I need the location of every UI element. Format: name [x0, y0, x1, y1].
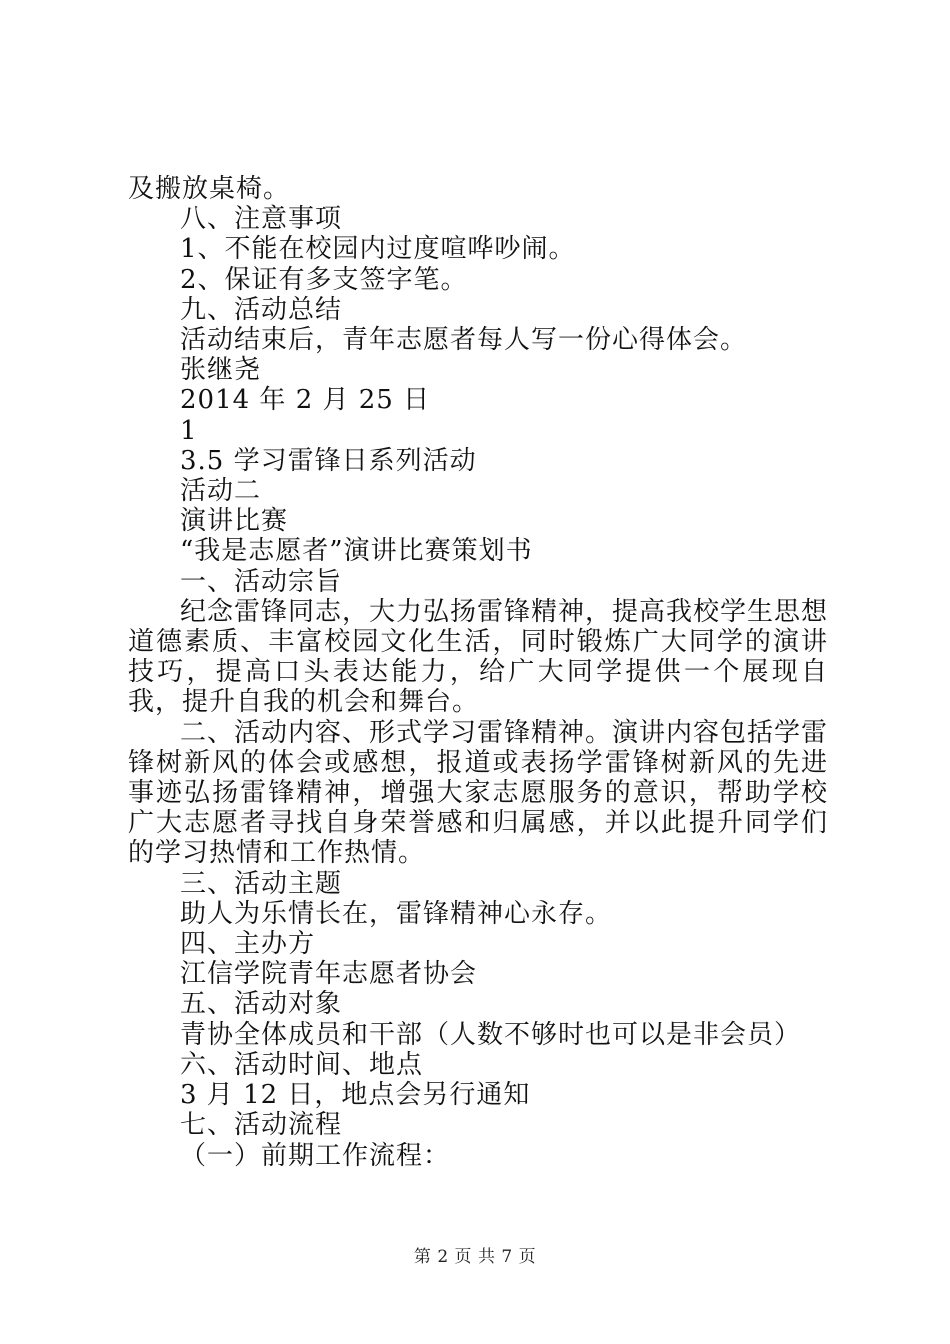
page-marker: 1 — [180, 415, 198, 446]
subsection-heading: （一）前期工作流程： — [180, 1140, 451, 1171]
section-heading: 三、活动主题 — [180, 868, 343, 899]
section-heading: 四、主办方 — [180, 929, 316, 960]
series-title: 3.5 学习雷锋日系列活动 — [180, 445, 477, 476]
list-item: 2、保证有多支签字笔。 — [180, 264, 468, 295]
section-heading: 六、活动时间、地点 — [180, 1049, 424, 1080]
text-line: 活动结束后，青年志愿者每人写一份心得体会。 — [180, 325, 748, 356]
date-line: 2014 年 2 月 25 日 — [180, 385, 431, 416]
section-heading: 七、活动流程 — [180, 1110, 343, 1141]
paragraph-content: 二、活动内容、形式学习雷锋精神。演讲内容包括学雷锋树新风的体会或感想，报道或表扬学雷锋树新风的先进事迹弘扬雷锋精神，增强大家志愿服务的意识，帮助学校广大志愿者寻找自身荣誉感和归属感，并以此提升同学们的学习热情和工作热情。 — [128, 717, 829, 869]
text-line: 助人为乐情长在，雷锋精神心永存。 — [180, 898, 613, 929]
text-line: 江信学院青年志愿者协会 — [180, 959, 478, 990]
document-body — [128, 174, 828, 1171]
activity-name: 演讲比赛 — [180, 506, 289, 537]
page-footer: 第 2 页 共 7 页 — [413, 1247, 537, 1267]
section-heading: 五、活动对象 — [180, 989, 343, 1020]
text-line: 青协全体成员和干部（人数不够时也可以是非会员） — [180, 1019, 802, 1050]
section-heading: 一、活动宗旨 — [180, 566, 343, 597]
activity-label: 活动二 — [180, 476, 262, 507]
text-line: 及搬放桌椅。 — [128, 174, 291, 204]
author-name: 张继尧 — [180, 355, 262, 386]
section-heading: 八、注意事项 — [180, 204, 343, 235]
section-heading: 九、活动总结 — [180, 294, 343, 325]
text-line: 3 月 12 日，地点会另行通知 — [180, 1080, 531, 1111]
list-item: 1、不能在校园内过度喧哗吵闹。 — [180, 234, 576, 265]
document-title: “我是志愿者”演讲比赛策划书 — [180, 536, 533, 567]
paragraph-purpose: 纪念雷锋同志，大力弘扬雷锋精神，提高我校学生思想道德素质、丰富校园文化生活，同时锻炼广大同学的演讲技巧，提高口头表达能力，给广大同学提供一个展现自我，提升自我的机会和舞台。 — [128, 596, 829, 718]
